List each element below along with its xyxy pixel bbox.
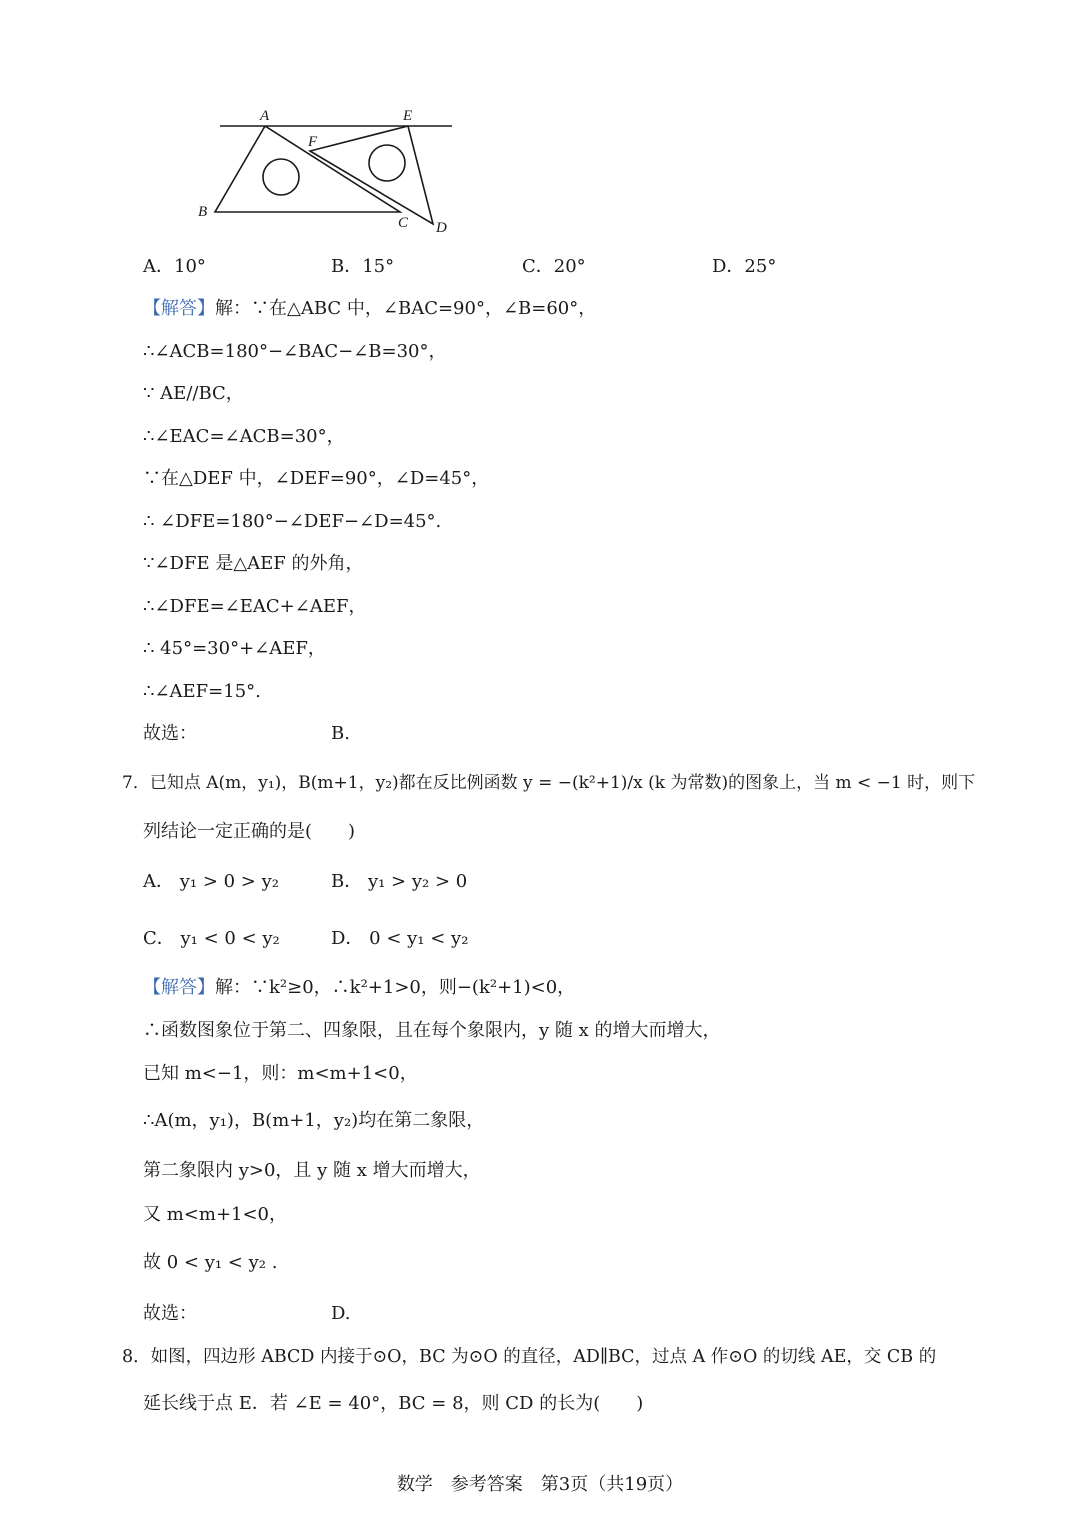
q6-solution-line-1	[143, 298, 596, 320]
q7-stem-line-1: 7．已知点 A(m，y₁)，B(m+1，y₂)都在反比例函数 y = −(k²+1)/x (k 为常数)的图象上，当 m < −1 时，则下	[122, 773, 976, 793]
circle-hole-left	[263, 159, 299, 195]
label-f: F	[308, 134, 318, 150]
triangle-def	[310, 126, 433, 224]
q7-choose-label: 故选：	[143, 1303, 197, 1324]
q7-solution-line-4: ∴A(m，y₁)，B(m+1，y₂)均在第二象限，	[143, 1110, 485, 1131]
q7-solution-line-7: 故 0 < y₁ < y₂ .	[143, 1252, 278, 1273]
q7-solution-line-6: 又 m<m+1<0，	[143, 1204, 288, 1225]
q6-solution-line-5: ∵在△DEF 中，∠DEF=90°，∠D=45°，	[143, 468, 490, 489]
q7-solution-line-5: 第二象限内 y>0，且 y 随 x 增大而增大，	[143, 1160, 481, 1181]
q6-option-a: A．10°	[143, 256, 206, 277]
q7-solution-line-3: 已知 m<−1，则：m<m+1<0，	[143, 1063, 418, 1084]
q6-choose-label: 故选：	[143, 723, 197, 744]
q7-solution-line-1	[143, 977, 575, 999]
q6-solution-line-4: ∴∠EAC=∠ACB=30°，	[143, 426, 345, 447]
label-d: D	[436, 220, 447, 236]
q6-option-c: C．20°	[522, 256, 586, 277]
page-footer: 数学 参考答案 第3页（共19页）	[396, 1474, 684, 1495]
geometry-figure	[190, 100, 470, 240]
label-a: A	[260, 108, 270, 124]
circle-hole-right	[369, 145, 405, 181]
label-c: C	[398, 215, 409, 231]
q7-solution-text-1: 解：∵k²≥0，∴k²+1>0，则−(k²+1)<0，	[215, 977, 576, 998]
q7-option-b: B． y₁ > y₂ > 0	[331, 871, 468, 892]
q7-option-a: A． y₁ > 0 > y₂	[143, 871, 279, 892]
q6-solution-line-3: ∵ AE//BC，	[143, 383, 244, 404]
q6-solution-line-7: ∵∠DFE 是△AEF 的外角，	[143, 553, 364, 574]
q6-option-b: B．15°	[331, 256, 395, 277]
q6-solution-line-8: ∴∠DFE=∠EAC+∠AEF，	[143, 596, 367, 617]
q6-solution-line-9: ∴ 45°=30°+∠AEF，	[143, 638, 326, 659]
q8-stem-line-1: 8．如图，四边形 ABCD 内接于⊙O，BC 为⊙O 的直径，AD∥BC，过点 A 作⊙O 的切线 AE，交 CB 的	[122, 1347, 937, 1367]
q6-solution-text-1: 解：∵在△ABC 中，∠BAC=90°，∠B=60°，	[215, 298, 597, 319]
q6-solution-line-6: ∴ ∠DFE=180°−∠DEF−∠D=45°.	[143, 511, 442, 532]
q6-choose-value: B.	[331, 723, 350, 744]
q7-option-d: D． 0 < y₁ < y₂	[331, 928, 469, 949]
q8-stem-line-2: 延长线于点 E．若 ∠E = 40°，BC = 8，则 CD 的长为( )	[143, 1393, 644, 1414]
q7-choose-value: D.	[331, 1303, 351, 1324]
q6-solution-line-10: ∴∠AEF=15°.	[143, 681, 261, 702]
q7-stem-line-2: 列结论一定正确的是( )	[143, 821, 356, 842]
q6-option-d: D．25°	[712, 256, 777, 277]
q6-answer-tag: 【解答】	[143, 298, 215, 319]
q6-solution-line-2: ∴∠ACB=180°−∠BAC−∠B=30°，	[143, 341, 447, 362]
q7-solution-line-2: ∴函数图象位于第二、四象限，且在每个象限内，y 随 x 的增大而增大，	[143, 1020, 721, 1041]
label-b: B	[198, 204, 208, 220]
q7-option-c: C． y₁ < 0 < y₂	[143, 928, 280, 949]
q7-answer-tag: 【解答】	[143, 977, 215, 998]
label-e: E	[403, 108, 413, 124]
